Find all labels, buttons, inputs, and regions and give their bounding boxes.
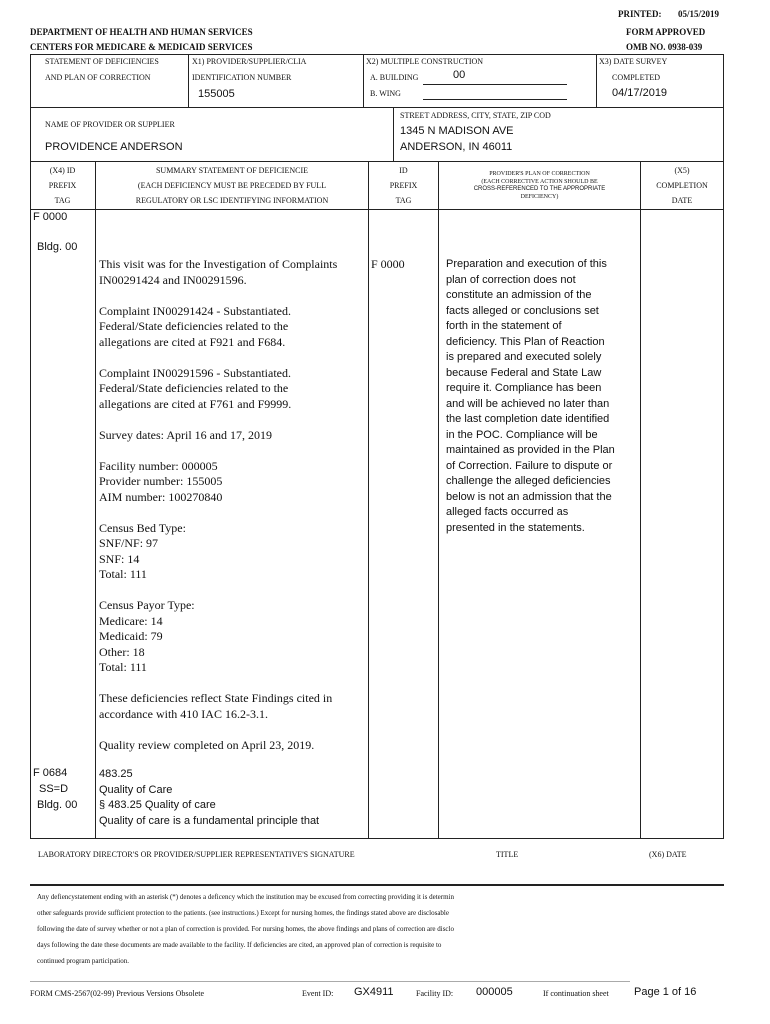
disclaimer-line-2: other safeguards provide sufficient protection to the patients. (see instructions.) Except for nursing homes, the findings stated above are disclosable — [37, 909, 449, 917]
department-title: DEPARTMENT OF HEALTH AND HUMAN SERVICES — [30, 27, 253, 37]
wing-label: B. WING — [370, 89, 401, 98]
summary-statement-1: This visit was for the Investigation of Complaints IN00291424 and IN00291596. Complaint IN00291424 - Substantiated. Federal/State deficiencies related to the allegations are cited at F921 and F684. Complaint IN00291596 - Substantiated. Federal/State deficiencies related to the allegations are cited at F761 and F9999. Survey dates: April 16 and 17, 2019 Facility number: 000005 Provider number: 155005 AIM number: 100270840 Census Bed Type: SNF/NF: 97 SNF: 14 Total: 111 Census Payor Type: Medicare: 14 Medicaid: 79 Other: 18 Total: 111 These deficiencies reflect State Findings cited in accordance with 410 IAC 16.2-3.1. Quality review completed on April 23, 2019. — [99, 257, 338, 752]
provider-name: PROVIDENCE ANDERSON — [45, 141, 183, 153]
page-number: Page 1 of 16 — [634, 986, 697, 998]
x1-label-1: X1) PROVIDER/SUPPLIER/CLIA — [192, 57, 307, 66]
continuation-label: If continuation sheet — [543, 989, 609, 998]
title-label: TITLE — [496, 850, 519, 859]
x4-header-1: (X4) ID — [49, 166, 76, 175]
facility-id-label: Facility ID: — [416, 989, 454, 998]
id-header-2: PREFIX — [389, 181, 418, 190]
poc-header-1: PROVIDER'S PLAN OF CORRECTION — [489, 171, 590, 177]
prefix-tag-f0684: F 0684 — [33, 767, 68, 779]
x2-label: X2) MULTIPLE CONSTRUCTION — [366, 57, 484, 66]
summary-header-2: (EACH DEFICIENCY MUST BE PRECEDED BY FULL — [137, 181, 327, 190]
building-tag-1: Bldg. 00 — [37, 241, 78, 253]
x1-label-2: IDENTIFICATION NUMBER — [192, 73, 292, 82]
summary-header-3: REGULATORY OR LSC IDENTIFYING INFORMATION — [135, 196, 329, 205]
id-header-3: TAG — [395, 196, 412, 205]
printed-date: 05/15/2019 — [678, 9, 720, 19]
omb-number: OMB NO. 0938-039 — [626, 42, 703, 52]
disclaimer-line-5: continued program participation. — [37, 957, 129, 965]
prefix-tag-f0000: F 0000 — [33, 211, 68, 223]
summary-statement-2: 483.25 Quality of Care § 483.25 Quality of care Quality of care is a fundamental principle that — [99, 768, 320, 827]
summary-header-1: SUMMARY STATEMENT OF DEFICIENCIE — [155, 166, 309, 175]
statement-label-2: AND PLAN OF CORRECTION — [45, 73, 151, 82]
building-tag-2: Bldg. 00 — [37, 799, 78, 811]
x4-header-3: TAG — [54, 196, 71, 205]
id-prefix-tag-f0000: F 0000 — [371, 257, 405, 271]
disclaimer-line-3: following the date of survey whether or not a plan of correction is provided. For nursing homes, the above findings and plans of correction are disclo — [37, 925, 454, 933]
printed-label: PRINTED: — [618, 9, 662, 19]
address-line-2: ANDERSON, IN 46011 — [400, 141, 513, 153]
provider-id-number: 155005 — [198, 88, 235, 100]
id-header-1: ID — [399, 166, 408, 175]
form-approved: FORM APPROVED — [626, 27, 706, 37]
signature-label: LABORATORY DIRECTOR'S OR PROVIDER/SUPPLIER REPRESENTATIVE'S SIGNATURE — [38, 850, 355, 859]
building-label: A. BUILDING — [370, 73, 419, 82]
address-line-1: 1345 N MADISON AVE — [400, 125, 514, 137]
centers-title: CENTERS FOR MEDICARE & MEDICAID SERVICES — [30, 42, 253, 52]
disclaimer-line-4: days following the date these documents are made available to the facility. If deficiencies are cited, an approved plan of correction is requisite to — [37, 941, 442, 949]
x5-header-2: COMPLETION — [656, 181, 708, 190]
address-label: STREET ADDRESS, CITY, STATE, ZIP COD — [400, 111, 551, 120]
plan-of-correction-1: Preparation and execution of this plan of correction does not constitute an admission of the facts alleged or conclusions set forth in the statement of deficiency. This Plan of Reaction is prepared and executed solely because Federal and State Law require it. Compliance has been and will be achieved no later than the last completion date identified in the POC. Compliance will be maintained as provided in the Plan of Correction. Failure to dispute or challenge the alleged deficiencies below is not an admission that the alleged facts occurred as presented in the statements. — [446, 258, 615, 534]
disclaimer-line-1: Any defiencystatement ending with an asterisk (*) denotes a deficency which the institution may be excused from correcting providing it is determin — [37, 893, 454, 901]
event-id-value: GX4911 — [354, 986, 394, 998]
poc-header-3: CROSS-REFERENCED TO THE APPROPRIATE — [473, 186, 606, 192]
x3-label-1: X3) DATE SURVEY — [599, 57, 668, 66]
x5-header-3: DATE — [671, 196, 693, 205]
facility-id-value: 000005 — [476, 986, 513, 998]
form-number: FORM CMS-2567(02-99) Previous Versions Obsolete — [30, 989, 205, 998]
x5-header-1: (X5) — [674, 166, 690, 175]
x3-label-2: COMPLETED — [612, 73, 660, 82]
x4-header-2: PREFIX — [48, 181, 77, 190]
statement-label-1: STATEMENT OF DEFICIENCIES — [45, 57, 159, 66]
provider-name-label: NAME OF PROVIDER OR SUPPLIER — [45, 120, 175, 129]
survey-completed-date: 04/17/2019 — [612, 87, 668, 99]
event-id-label: Event ID: — [302, 989, 334, 998]
poc-header-4: DEFICIENCY) — [520, 194, 559, 200]
signature-date-label: (X6) DATE — [649, 850, 687, 859]
poc-header-2: (EACH CORRECTIVE ACTION SHOULD BE — [481, 179, 598, 185]
severity-scope: SS=D — [39, 783, 69, 795]
building-value: 00 — [453, 69, 466, 81]
